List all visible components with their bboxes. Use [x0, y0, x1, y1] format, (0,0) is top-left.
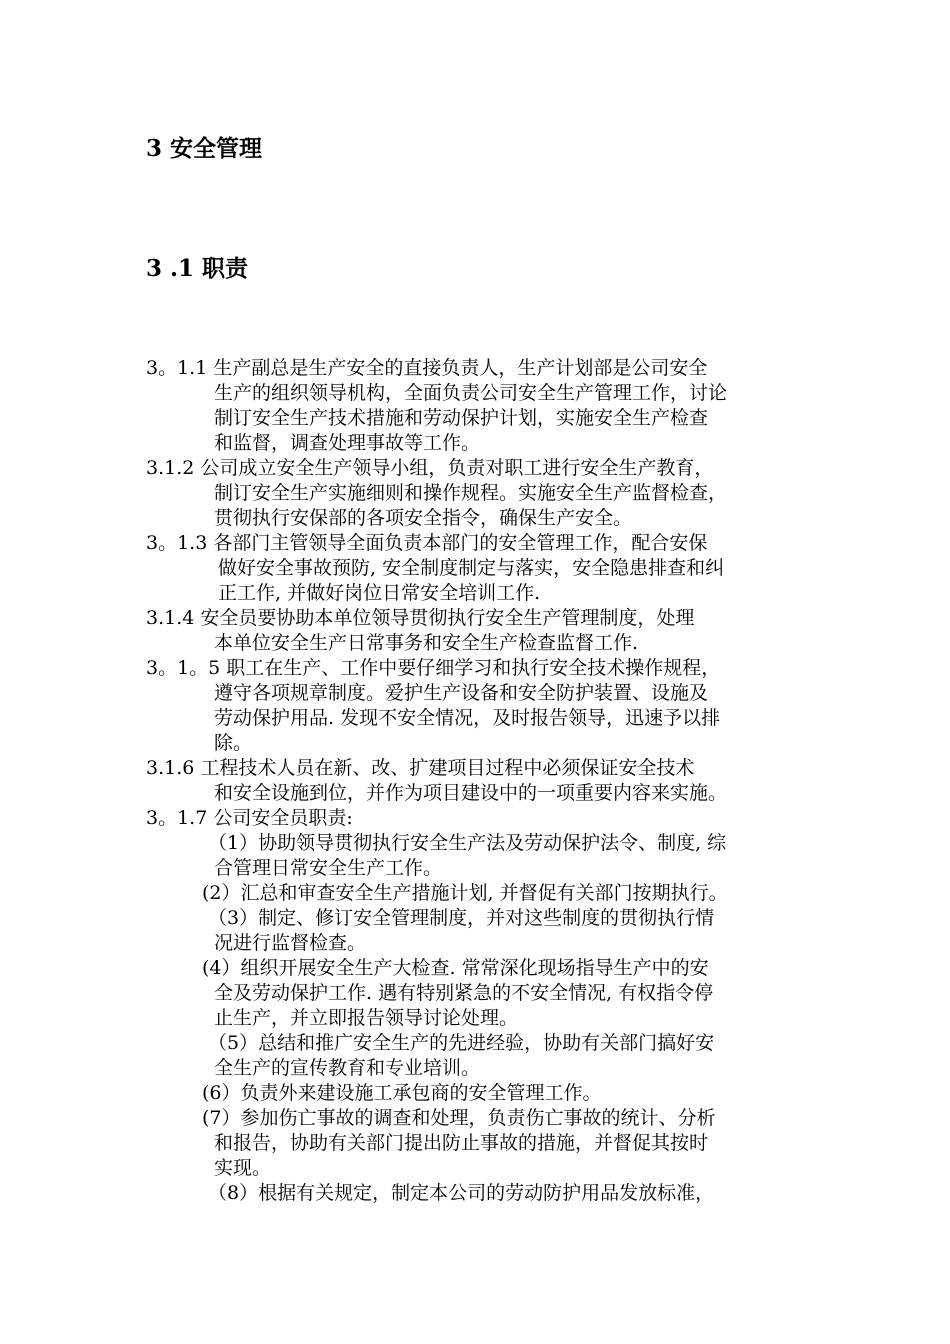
duty-item-3	[146, 906, 816, 956]
text-line: (2）汇总和审查安全生产措施计划, 并督促有关部门按期执行。	[202, 882, 728, 904]
duty-item-4	[146, 956, 816, 1031]
text-line: 3。1。5 职工在生产、工作中要仔细学习和执行安全技术操作规程，	[146, 657, 721, 679]
duty-item-1	[146, 831, 816, 881]
text-line: 遵守各项规章制度。爱护生产设备和安全防护装置、设施及	[214, 682, 709, 704]
text-line: 3.1.4 安全员要协助本单位领导贯彻执行安全生产管理制度，处理	[146, 607, 695, 629]
text-line: （5）总结和推广安全生产的先进经验，协助有关部门搞好安	[208, 1032, 715, 1054]
paragraph-3-1-3	[146, 531, 816, 606]
text-line: 和报告，协助有关部门提出防止事故的措施，并督促其按时	[214, 1132, 709, 1154]
text-line: 贯彻执行安保部的各项安全指令，确保生产安全。	[214, 507, 633, 529]
text-line: 3。1.1 生产副总是生产安全的直接负责人，生产计划部是公司安全	[146, 357, 708, 379]
text-line: 本单位安全生产日常事务和安全生产检查监督工作.	[214, 632, 639, 654]
duty-item-7	[146, 1106, 816, 1181]
section-heading: 3 .1 职责	[146, 255, 249, 282]
text-line: 实现。	[214, 1157, 272, 1179]
text-line: (6）负责外来建设施工承包商的安全管理工作。	[202, 1082, 602, 1104]
duty-item-8	[146, 1181, 816, 1206]
text-line: (7）参加伤亡事故的调查和处理，负责伤亡事故的统计、分析	[202, 1107, 716, 1129]
text-line: 正工作, 并做好岗位日常安全培训工作.	[218, 582, 541, 604]
text-line: 生产的组织领导机构，全面负责公司安全生产管理工作，讨论	[214, 382, 728, 404]
text-line: 和监督，调查处理事故等工作。	[214, 432, 481, 454]
duty-item-6	[146, 1081, 816, 1106]
text-line: 3。1.7 公司安全员职责:	[146, 807, 353, 829]
text-line: 制订安全生产实施细则和操作规程。实施安全生产监督检查，	[214, 482, 728, 504]
duty-item-5	[146, 1031, 816, 1081]
text-line: 全及劳动保护工作. 遇有特别紧急的不安全情况, 有权指令停	[214, 982, 714, 1004]
text-line: 全生产的宣传教育和专业培训。	[214, 1057, 481, 1079]
text-line: 止生产，并立即报告领导讨论处理。	[214, 1007, 519, 1029]
text-line: 制订安全生产技术措施和劳动保护计划，实施安全生产检查	[214, 407, 709, 429]
paragraph-3-1-5	[146, 656, 816, 756]
paragraph-3-1-1	[146, 356, 816, 456]
text-line: 合管理日常安全生产工作。	[214, 857, 443, 879]
text-line: (4）组织开展安全生产大检查. 常常深化现场指导生产中的安	[202, 957, 709, 979]
text-line: 和安全设施到位，并作为项目建设中的一项重要内容来实施。	[214, 782, 728, 804]
paragraph-3-1-4	[146, 606, 816, 656]
chapter-heading: 3 安全管理	[146, 135, 263, 162]
body-text	[146, 356, 816, 1206]
paragraph-3-1-6	[146, 756, 816, 806]
text-line: 况进行监督检查。	[214, 932, 367, 954]
text-line: 3.1.2 公司成立安全生产领导小组，负责对职工进行安全生产教育，	[146, 457, 714, 479]
text-line: （1）协助领导贯彻执行安全生产法及劳动保护法令、制度, 综	[208, 832, 727, 854]
paragraph-3-1-2	[146, 456, 816, 531]
text-line: 除。	[214, 732, 253, 754]
text-line: 做好安全事故预防, 安全制度制定与落实，安全隐患排查和纠	[218, 557, 725, 579]
text-line: 3。1.3 各部门主管领导全面负责本部门的安全管理工作，配合安保	[146, 532, 708, 554]
paragraph-3-1-7	[146, 806, 816, 831]
text-line: 劳动保护用品. 发现不安全情况，及时报告领导，迅速予以排	[214, 707, 721, 729]
text-line: 3.1.6 工程技术人员在新、改、扩建项目过程中必须保证安全技术	[146, 757, 695, 779]
text-line: （3）制定、修订安全管理制度，并对这些制度的贯彻执行情	[208, 907, 715, 929]
duty-item-2	[146, 881, 816, 906]
text-line: （8）根据有关规定，制定本公司的劳动防护用品发放标准，	[208, 1182, 715, 1204]
